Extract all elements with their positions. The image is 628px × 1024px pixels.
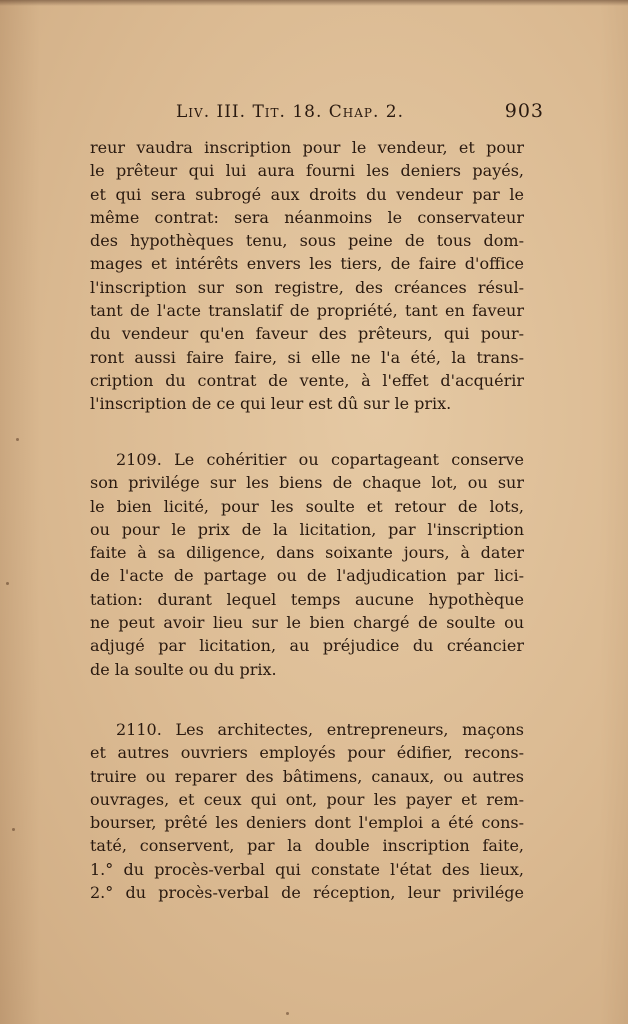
text-line: cription du contrat de vente, à l'effet d'acquérir	[90, 370, 524, 390]
text-line: ne peut avoir lieu sur le bien chargé de soulte ou	[90, 613, 524, 633]
text-line: et qui sera subrogé aux droits du vendeur par le	[90, 184, 524, 204]
page-number: 903	[504, 100, 544, 122]
text-line: l'inscription sur son registre, des créances résul-	[90, 277, 524, 297]
text-line: de l'acte de partage ou de l'adjudication par lici-	[90, 566, 524, 586]
text-line: mages et intérêts envers les tiers, de faire d'office	[90, 254, 524, 274]
text-line: ou pour le prix de la licitation, par l'inscription	[90, 519, 524, 539]
text-line: le bien licité, pour les soulte et retour de lots,	[90, 496, 524, 516]
text-line: des hypothèques tenu, sous peine de tous dom-	[90, 231, 524, 251]
article-2110	[90, 718, 524, 904]
running-head-title: Liv. III. Tit. 18. Chap. 2.	[176, 102, 405, 122]
paper-speck	[16, 438, 19, 441]
text-line: 1.° du procès-verbal qui constate l'état des lieux,	[90, 859, 524, 879]
text-line: adjugé par licitation, au préjudice du créancier	[90, 636, 524, 656]
text-line: et autres ouvriers employés pour édifier, recons-	[90, 743, 524, 763]
text-line: 2110. Les architectes, entrepreneurs, maçons	[116, 720, 524, 739]
text-line: faite à sa diligence, dans soixante jours, à dater	[90, 543, 524, 563]
text-line: 2109. Le cohéritier ou copartageant conserve	[116, 450, 524, 469]
paper-speck	[286, 1012, 289, 1015]
text-line: ront aussi faire faire, si elle ne l'a été, la trans-	[90, 347, 524, 367]
paragraph-continuation	[90, 136, 524, 416]
article-2109	[90, 448, 524, 681]
text-line: l'inscription de ce qui leur est dû sur le prix.	[90, 394, 452, 414]
text-line: ouvrages, et ceux qui ont, pour les payer et rem-	[90, 789, 524, 809]
text-line: taté, conservent, par la double inscription faite,	[90, 836, 524, 856]
running-head	[90, 96, 544, 126]
paper-speck	[12, 828, 15, 831]
text-line: tant de l'acte translatif de propriété, tant en faveur	[90, 301, 524, 321]
text-line: tation: durant lequel temps aucune hypothèque	[90, 589, 524, 609]
book-page	[90, 96, 544, 903]
text-line: de la soulte ou du prix.	[90, 659, 277, 679]
text-line: reur vaudra inscription pour le vendeur, et pour	[90, 138, 524, 157]
paper-speck	[6, 582, 9, 585]
text-line: même contrat: sera néanmoins le conservateur	[90, 207, 524, 227]
text-line: 2.° du procès-verbal de réception, leur privilége	[90, 883, 524, 903]
page-top-edge	[0, 0, 628, 6]
text-line: du vendeur qu'en faveur des prêteurs, qui pour-	[90, 324, 524, 344]
text-line: bourser, prêté les deniers dont l'emploi a été cons-	[90, 813, 524, 833]
text-line: truire ou reparer des bâtimens, canaux, ou autres	[90, 766, 524, 786]
text-line: son privilége sur les biens de chaque lot, ou sur	[90, 473, 524, 493]
text-line: le prêteur qui lui aura fourni les deniers payés,	[90, 161, 524, 181]
